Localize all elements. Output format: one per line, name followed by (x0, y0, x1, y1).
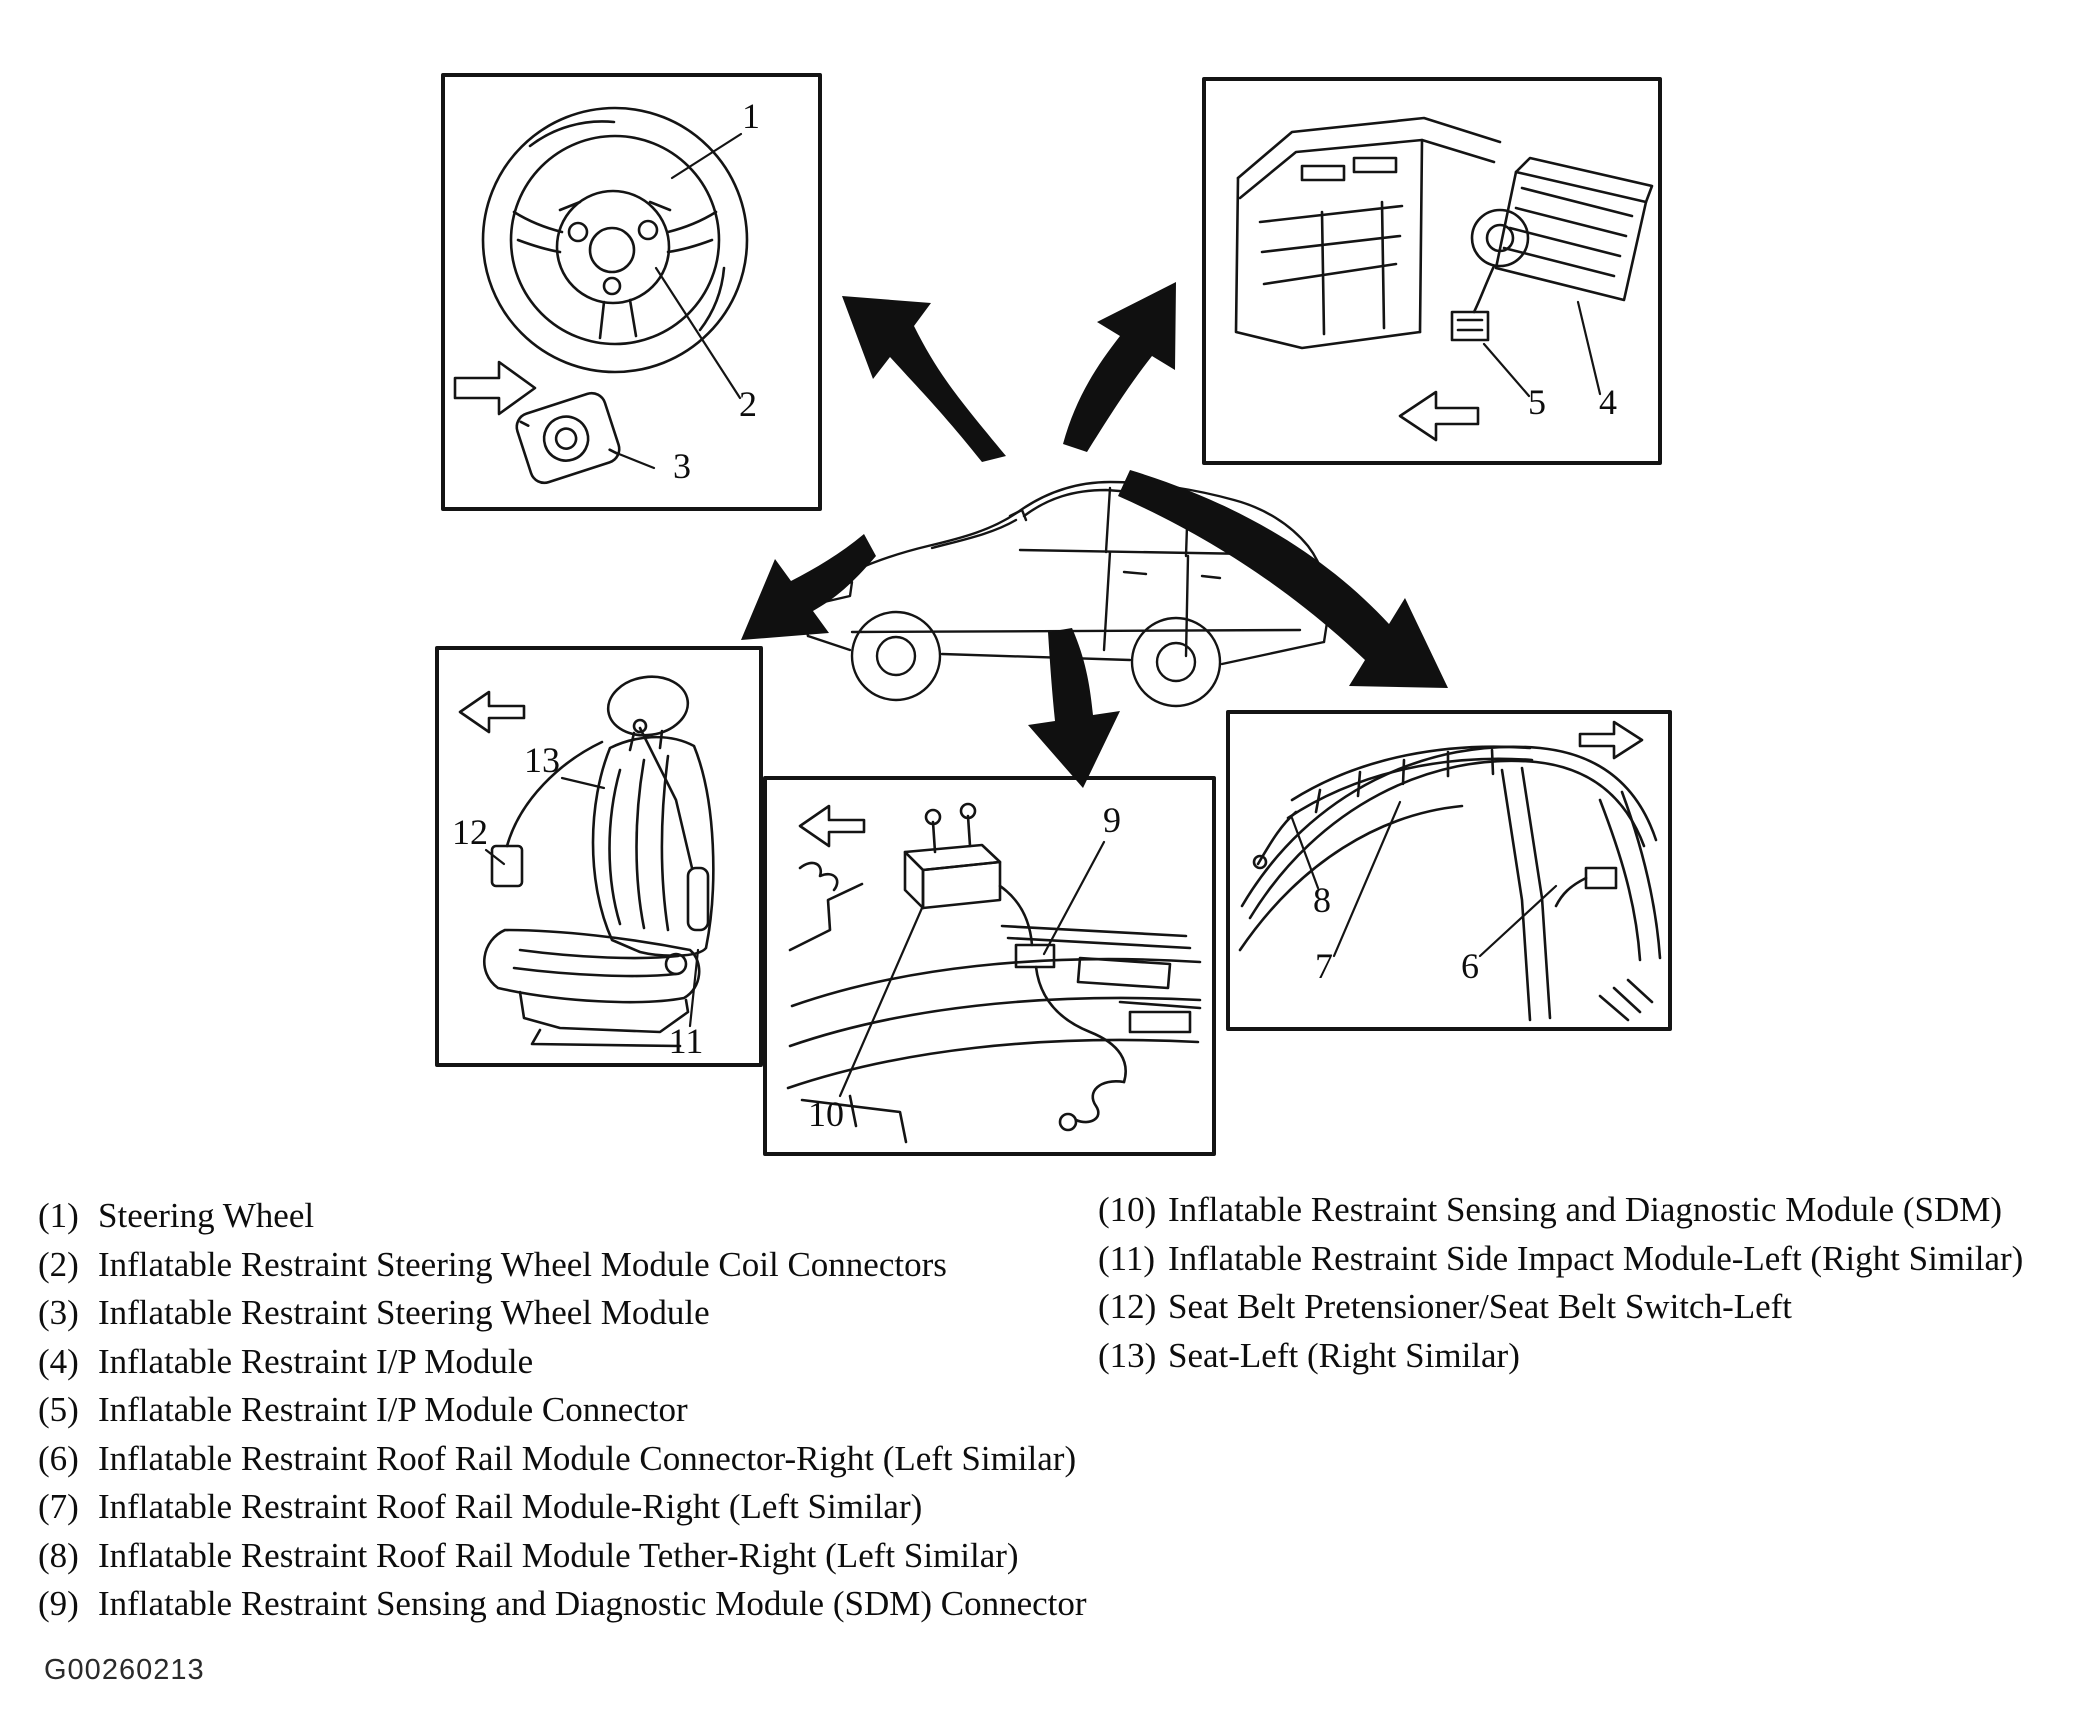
legend-item-label: Inflatable Restraint Sensing and Diagnostic Module (SDM) Connector (98, 1584, 1087, 1623)
legend-item (1098, 1283, 2063, 1332)
legend-item-number: (8) (38, 1535, 79, 1575)
legend-item (38, 1241, 1158, 1290)
legend-right-column (1098, 1186, 2063, 1380)
callout-12-label: 12 (452, 812, 488, 852)
legend-item (38, 1338, 1158, 1387)
legend-item-number: (5) (38, 1390, 79, 1429)
arrow-to-seat-panel (741, 534, 876, 640)
legend-item-label: Inflatable Restraint Steering Wheel Module (98, 1293, 710, 1332)
callout-1-label: 1 (742, 96, 760, 136)
ip-airbag-module-part (1472, 158, 1652, 300)
legend-item (38, 1532, 1158, 1581)
callout-2-label: 2 (739, 384, 757, 424)
legend-item (38, 1483, 1158, 1532)
sdm-module-part (905, 804, 1000, 908)
legend-item-label: Inflatable Restraint I/P Module Connector (98, 1390, 688, 1429)
seat-belt-pretensioner-part (492, 846, 522, 886)
legend-item (38, 1580, 1158, 1629)
legend-item (38, 1192, 1158, 1241)
callout-7-label: 7 (1315, 946, 1333, 986)
direction-arrow-icon (1580, 722, 1642, 758)
legend-item-number: (1) (38, 1196, 79, 1235)
callout-8-label: 8 (1313, 880, 1331, 920)
legend-item (38, 1386, 1158, 1435)
legend-item-number: (13) (1098, 1335, 1157, 1375)
legend-item-label: Seat Belt Pretensioner/Seat Belt Switch-Left (1168, 1287, 1793, 1326)
legend-item-label: Steering Wheel (98, 1196, 315, 1235)
legend-item-number: (4) (38, 1341, 79, 1381)
direction-arrow-icon (460, 692, 524, 732)
callout-leaders (486, 134, 1600, 1096)
side-impact-module-part (688, 868, 708, 930)
legend-item (38, 1435, 1158, 1484)
steering-wheel-illustration (455, 108, 747, 486)
legend-item-number: (12) (1098, 1287, 1157, 1326)
steering-wheel-panel-frame (443, 75, 820, 509)
legend-item (38, 1289, 1158, 1338)
ip-module-connector-part (1452, 312, 1488, 340)
legend-left-column (38, 1192, 1158, 1629)
legend-item-label: Inflatable Restraint Roof Rail Module Tether-Right (Left Similar) (98, 1535, 1019, 1575)
callout-9-label: 9 (1103, 800, 1121, 840)
callout-3-label: 3 (673, 446, 691, 486)
callout-4-label: 4 (1599, 382, 1617, 422)
legend-item-label: Seat-Left (Right Similar) (1168, 1335, 1520, 1375)
legend-item-number: (11) (1098, 1238, 1156, 1278)
roof-rail-module-part (1288, 759, 1532, 818)
legend-item-label: Inflatable Restraint I/P Module (98, 1341, 534, 1381)
callout-5-label: 5 (1528, 382, 1546, 422)
sdm-illustration (788, 804, 1200, 1142)
legend-item-label: Inflatable Restraint Side Impact Module-Left (Right Similar) (1168, 1238, 2024, 1278)
roof-rail-illustration (1240, 722, 1660, 1020)
roof-rail-connector-part (1586, 868, 1616, 888)
legend-item-number: (6) (38, 1438, 79, 1478)
ip-module-illustration (1236, 118, 1652, 440)
callout-11-label: 11 (668, 1021, 704, 1061)
arrow-to-steering-wheel-panel (842, 296, 1006, 462)
legend-item (1098, 1332, 2063, 1381)
arrow-to-roof-rail-panel (1118, 470, 1448, 688)
direction-arrow-icon (800, 806, 864, 846)
direction-arrow-icon (455, 362, 535, 414)
callout-10-label: 10 (808, 1094, 844, 1134)
legend-item-number: (10) (1098, 1190, 1157, 1229)
figure-id: G00260213 (44, 1654, 205, 1686)
legend-item (1098, 1235, 2063, 1284)
callout-13-label: 13 (524, 740, 560, 780)
legend-item-number: (9) (38, 1584, 79, 1623)
legend-item-number: (3) (38, 1293, 79, 1332)
legend-item (1098, 1186, 2063, 1235)
legend-item-label: Inflatable Restraint Roof Rail Module Connector-Right (Left Similar) (98, 1438, 1077, 1478)
legend-item-number: (7) (38, 1487, 79, 1526)
legend-item-label: Inflatable Restraint Roof Rail Module-Right (Left Similar) (98, 1487, 923, 1526)
direction-arrow-icon (1400, 392, 1478, 440)
arrow-to-ip-module-panel (1063, 282, 1176, 452)
steering-wheel-module-part (513, 390, 623, 487)
callout-6-label: 6 (1461, 946, 1479, 986)
legend-item-label: Inflatable Restraint Steering Wheel Module Coil Connectors (98, 1244, 947, 1284)
legend-item-label: Inflatable Restraint Sensing and Diagnostic Module (SDM) (1168, 1190, 2003, 1229)
legend-item-number: (2) (38, 1244, 79, 1284)
arrow-to-sdm-panel (1028, 628, 1120, 788)
